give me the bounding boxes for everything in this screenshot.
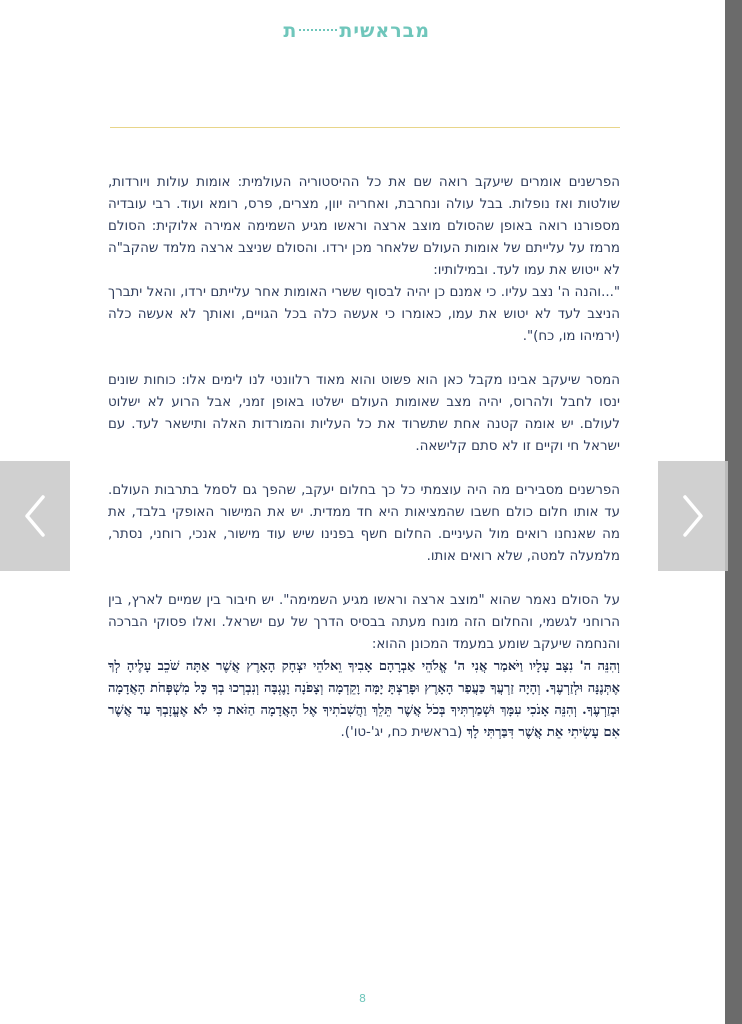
- paragraph: המסר שיעקב אבינו מקבל כאן הוא פשוט והוא מאוד רלוונטי לנו לימים אלו: כוחות שונים ינסו לחבל ולהרוס, יהיה מצב שאומות העולם ישלטו באופן זמני, אבל הרוע לא ישלוט לעולם. יש אומה קטנה אחת שתשרוד את כל העליות והמורדות האלה ותישאר לעד. עם ישראל חי וקיים זו לא סתם קלישאה.: [108, 373, 620, 454]
- chevron-left-icon: [21, 493, 49, 539]
- paragraph-text: על הסולם נאמר שהוא "מוצב ארצה וראשו מגיע השמימה". יש חיבור בין שמיים לארץ, בין הרוחני לגשמי, והחלום הזה מונח מעתה בבסיס הדרך של עם ישראל. ואלו פסוקי הברכה והנחמה שיעקב שומע במעמד המכונן ההוא:: [108, 593, 620, 652]
- next-page-button[interactable]: [658, 461, 728, 571]
- quote-text: "...והנה ה' נצב עליו. כי אמנם כן יהיה לבסוף ששרי האומות אחר עלייתם ירדו, והאל יתברך הניצב לעד לא יטוש את עמו, כאומרו כי אעשה כלה בכל הגויים, ואותך לא אעשה כלה (ירמיהו מו, כח)".: [108, 285, 620, 344]
- chevron-right-icon: [679, 493, 707, 539]
- page-number: 8: [359, 992, 366, 1005]
- verse-quote: וְהִנֵּה ה' נִצָּב עָלָיו וַיֹּאמַר אֲנִי ה' אֱלֹהֵי אַבְרָהָם אָבִיךָ וֵאלֹהֵי יִצְחָק הָאָרֶץ אֲשֶׁר אַתָּה שֹׁכֵב עָלֶיהָ לְךָ אֶתְּנֶנָּה וּלְזַרְעֶךָ. וְהָיָה זַרְעֲךָ כַּעֲפַר הָאָרֶץ וּפָרַצְתָּ יָמָּה וָקֵדְמָה וְצָפֹנָה וָנֶגְבָּה וְנִבְרְכוּ בְךָ כָּל מִשְׁפְּחֹת הָאֲדָמָה וּבְזַרְעֶךָ. וְהִנֵּה אָנֹכִי עִמָּךְ וּשְׁמַרְתִּיךָ בְּכֹל אֲשֶׁר תֵּלֵךְ וַהֲשִׁבֹתִיךָ אֶל הָאֲדָמָה הַזֹּאת כִּי לֹא אֶעֱזָבְךָ עַד אֲשֶׁר אִם עָשִׂיתִי אֵת אֲשֶׁר דִּבַּרְתִּי לָךְ: [108, 659, 620, 740]
- header-title-end: ת: [283, 20, 298, 42]
- paragraph-text: הפרשנים אומרים שיעקב רואה שם את כל ההיסטוריה העולמית: אומות עולות ויורדות, שולטות ואז נופלות. בבל עולה ונחרבת, ואחריה יוון, מצרים, פרס, רומא ועוד. רבי עובדיה מספורנו רואה באופן שהסולם מוצב ארצה וראשו מגיע השמימה אמירה אלוקית: הסולם מרמז על עלייתם של אומות העולם שלאחר מכן ירדו. והסולם שניצב ארצה מלמד שהקב"ה לא ייטוש את עמו לעד. ובמילותיו:: [108, 175, 620, 278]
- previous-page-button[interactable]: [0, 461, 70, 571]
- header-title-text: מבראשית: [339, 20, 430, 42]
- paragraph: [108, 590, 620, 744]
- paragraph: הפרשנים מסבירים מה היה עוצמתי כל כך בחלום יעקב, שהפך גם לסמל בתרבות העולם. עד אותו חלום כולם חשבו שהמציאות היא חד ממדית. יש את המישור האופקי בלבד, את מה שאנחנו רואים מול העיניים. החלום חשף בפנינו שיש עוד מישור, אנכי, רוחני, נסתר, מלמעלה למטה, שלא רואים אותו.: [108, 483, 620, 564]
- header-dotted-ornament: [299, 29, 337, 31]
- page-body: [108, 172, 620, 766]
- paragraph: [108, 172, 620, 348]
- verse-citation: (בראשית כח, יג'-טו').: [340, 725, 467, 740]
- header-divider: [110, 127, 620, 128]
- running-header: [283, 20, 430, 42]
